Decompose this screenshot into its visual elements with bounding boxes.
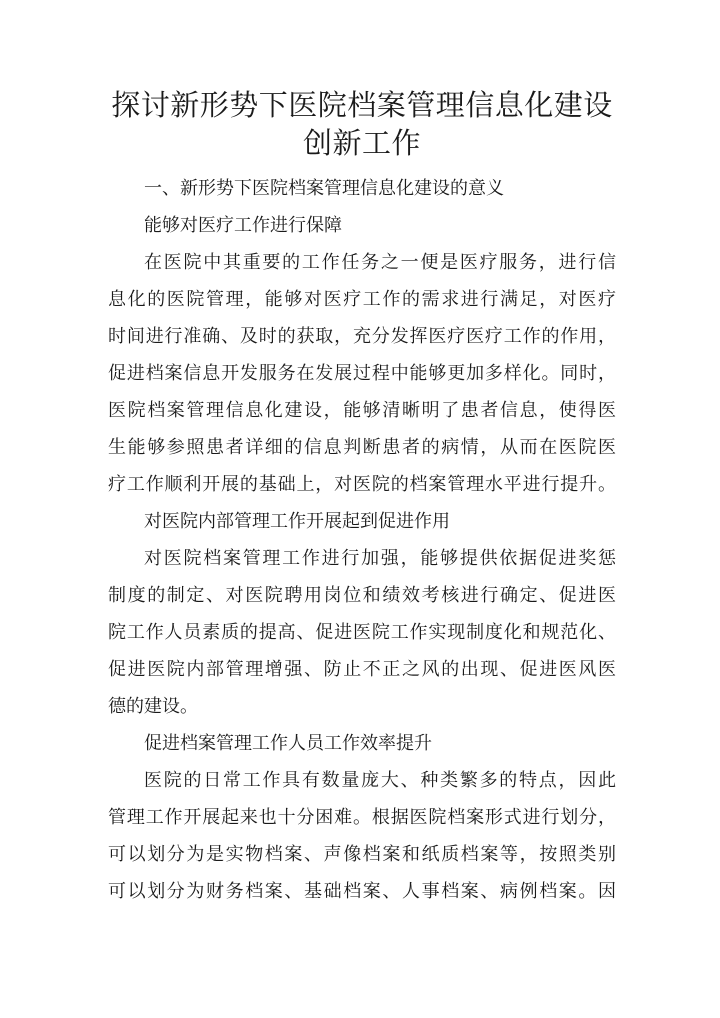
paragraph-line: 息化的医院管理，能够对医疗工作的需求进行满足，对医疗 [108,289,616,310]
subheading-internal-management: 对医院内部管理工作开展起到促进作用 [144,511,450,532]
paragraph-line: 在医院中其重要的工作任务之一便是医疗服务，进行信 [144,252,616,273]
title-line-2: 创新工作 [302,126,421,160]
paragraph-line: 疗工作顺利开展的基础上，对医院的档案管理水平进行提升。 [108,474,616,495]
paragraph-line: 可以划分为是实物档案、声像档案和纸质档案等，按照类别 [108,844,616,865]
paragraph-line: 医院档案管理信息化建设，能够清晰明了患者信息，使得医 [108,400,616,421]
paragraph-3 [108,762,616,910]
paragraph-2 [108,540,616,725]
document-body [108,86,616,910]
paragraph-line: 对医院档案管理工作进行加强，能够提供依据促进奖惩 [144,548,616,569]
paragraph-line: 时间进行准确、及时的获取，充分发挥医疗医疗工作的作用， [108,326,616,347]
subheading-efficiency: 促进档案管理工作人员工作效率提升 [144,733,432,754]
paragraph-1 [108,244,616,503]
paragraph-line: 可以划分为财务档案、基础档案、人事档案、病例档案。因 [108,881,616,902]
document-title [108,86,616,162]
paragraph-line: 院工作人员素质的提高、促进医院工作实现制度化和规范化、 [108,622,616,643]
paragraph-line: 管理工作开展起来也十分困难。根据医院档案形式进行划分， [108,807,616,828]
paragraph-line: 医院的日常工作具有数量庞大、种类繁多的特点，因此 [144,770,616,791]
paragraph-line: 德的建设。 [108,696,198,717]
paragraph-line: 促进档案信息开发服务在发展过程中能够更加多样化。同时， [108,363,616,384]
subheading-medical-work: 能够对医疗工作进行保障 [144,215,342,236]
section-heading: 一、新形势下医院档案管理信息化建设的意义 [144,178,504,199]
paragraph-line: 制度的制定、对医院聘用岗位和绩效考核进行确定、促进医 [108,585,616,606]
paragraph-line: 促进医院内部管理增强、防止不正之风的出现、促进医风医 [108,659,616,680]
title-line-1: 探讨新形势下医院档案管理信息化建设 [111,88,613,122]
paragraph-line: 生能够参照患者详细的信息判断患者的病情，从而在医院医 [108,437,616,458]
